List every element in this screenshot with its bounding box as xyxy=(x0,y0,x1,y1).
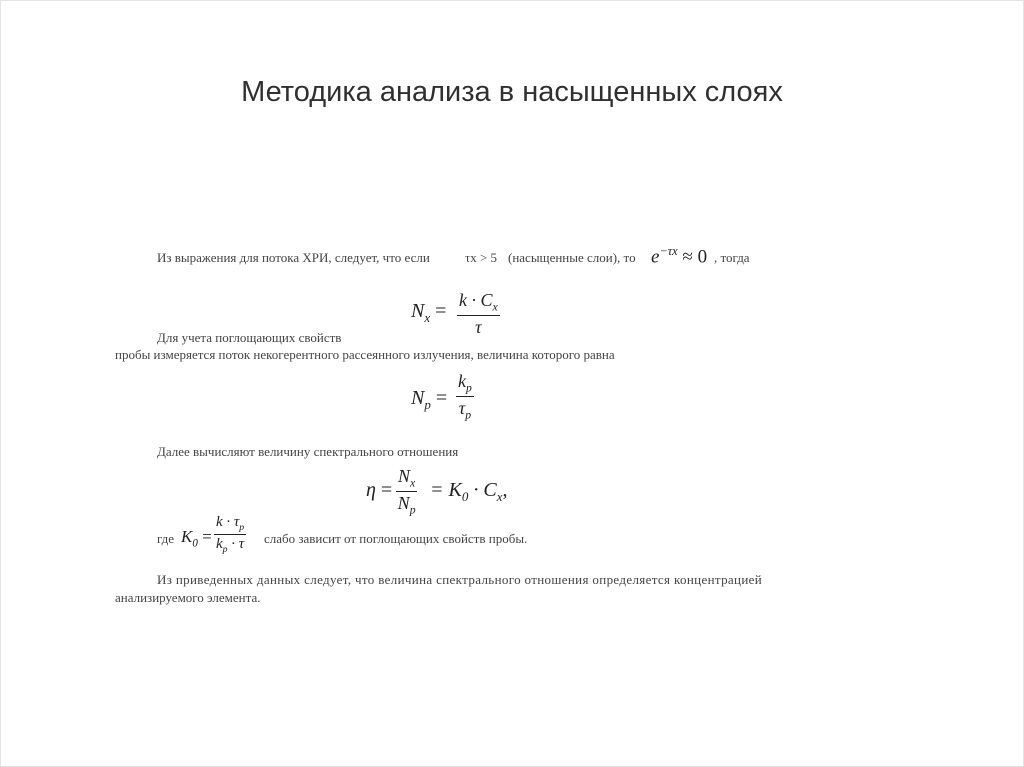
paragraph-2-line-2: пробы измеряется поток некогерентного рассеянного излучения, величина которого равна xyxy=(115,347,615,362)
paragraph-1-tail: , тогда xyxy=(714,250,750,265)
formula-eta-rhs: = $K_0 \cdot C_x$, xyxy=(430,479,508,504)
formula-nx-fraction: $\frac{k \cdot C_x}{\tau}$ xyxy=(459,290,498,337)
paragraph-3: Далее вычисляют величину спектрального отношения xyxy=(157,444,459,459)
formula-nx-lhs: $N_x$ = xyxy=(411,300,447,325)
slide-title: Методика анализа в насыщенных слоях xyxy=(241,76,783,108)
formula-np-fraction: $\frac{k_p}{\tau_p}$ xyxy=(458,371,472,422)
paragraph-1-text: Из выражения для потока ХРИ, следует, что если xyxy=(157,250,430,265)
exp-formula: $e^{-\tau x} \approx 0$ xyxy=(651,244,708,268)
formula-k0-fraction: $\frac{k \cdot \tau_p}{k_p \cdot \tau}$ xyxy=(215,514,245,555)
paragraph-5-line-1: Из приведенных данных следует, что величина спектрального отношения определяется концентрацией xyxy=(157,572,763,587)
formula-eta-lhs: η = xyxy=(366,479,393,501)
formula-np-lhs: $N_p$ = xyxy=(411,387,448,412)
paragraph-1-condition: τx > 5 xyxy=(465,250,498,265)
formula-k0-lhs: $K_0$ = xyxy=(181,527,212,550)
paragraph-2-line-1: Для учета поглощающих свойств xyxy=(157,330,342,345)
paragraph-5-line-2: анализируемого элемента. xyxy=(115,590,261,605)
formula-eta-fraction: $\frac{N_x}{N_p}$ xyxy=(397,466,416,517)
paragraph-4-text: слабо зависит от поглощающих свойств пробы. xyxy=(264,531,528,546)
paragraph-4-where: где xyxy=(157,531,175,546)
paragraph-1-text-cont: (насыщенные слои), то xyxy=(508,250,636,265)
